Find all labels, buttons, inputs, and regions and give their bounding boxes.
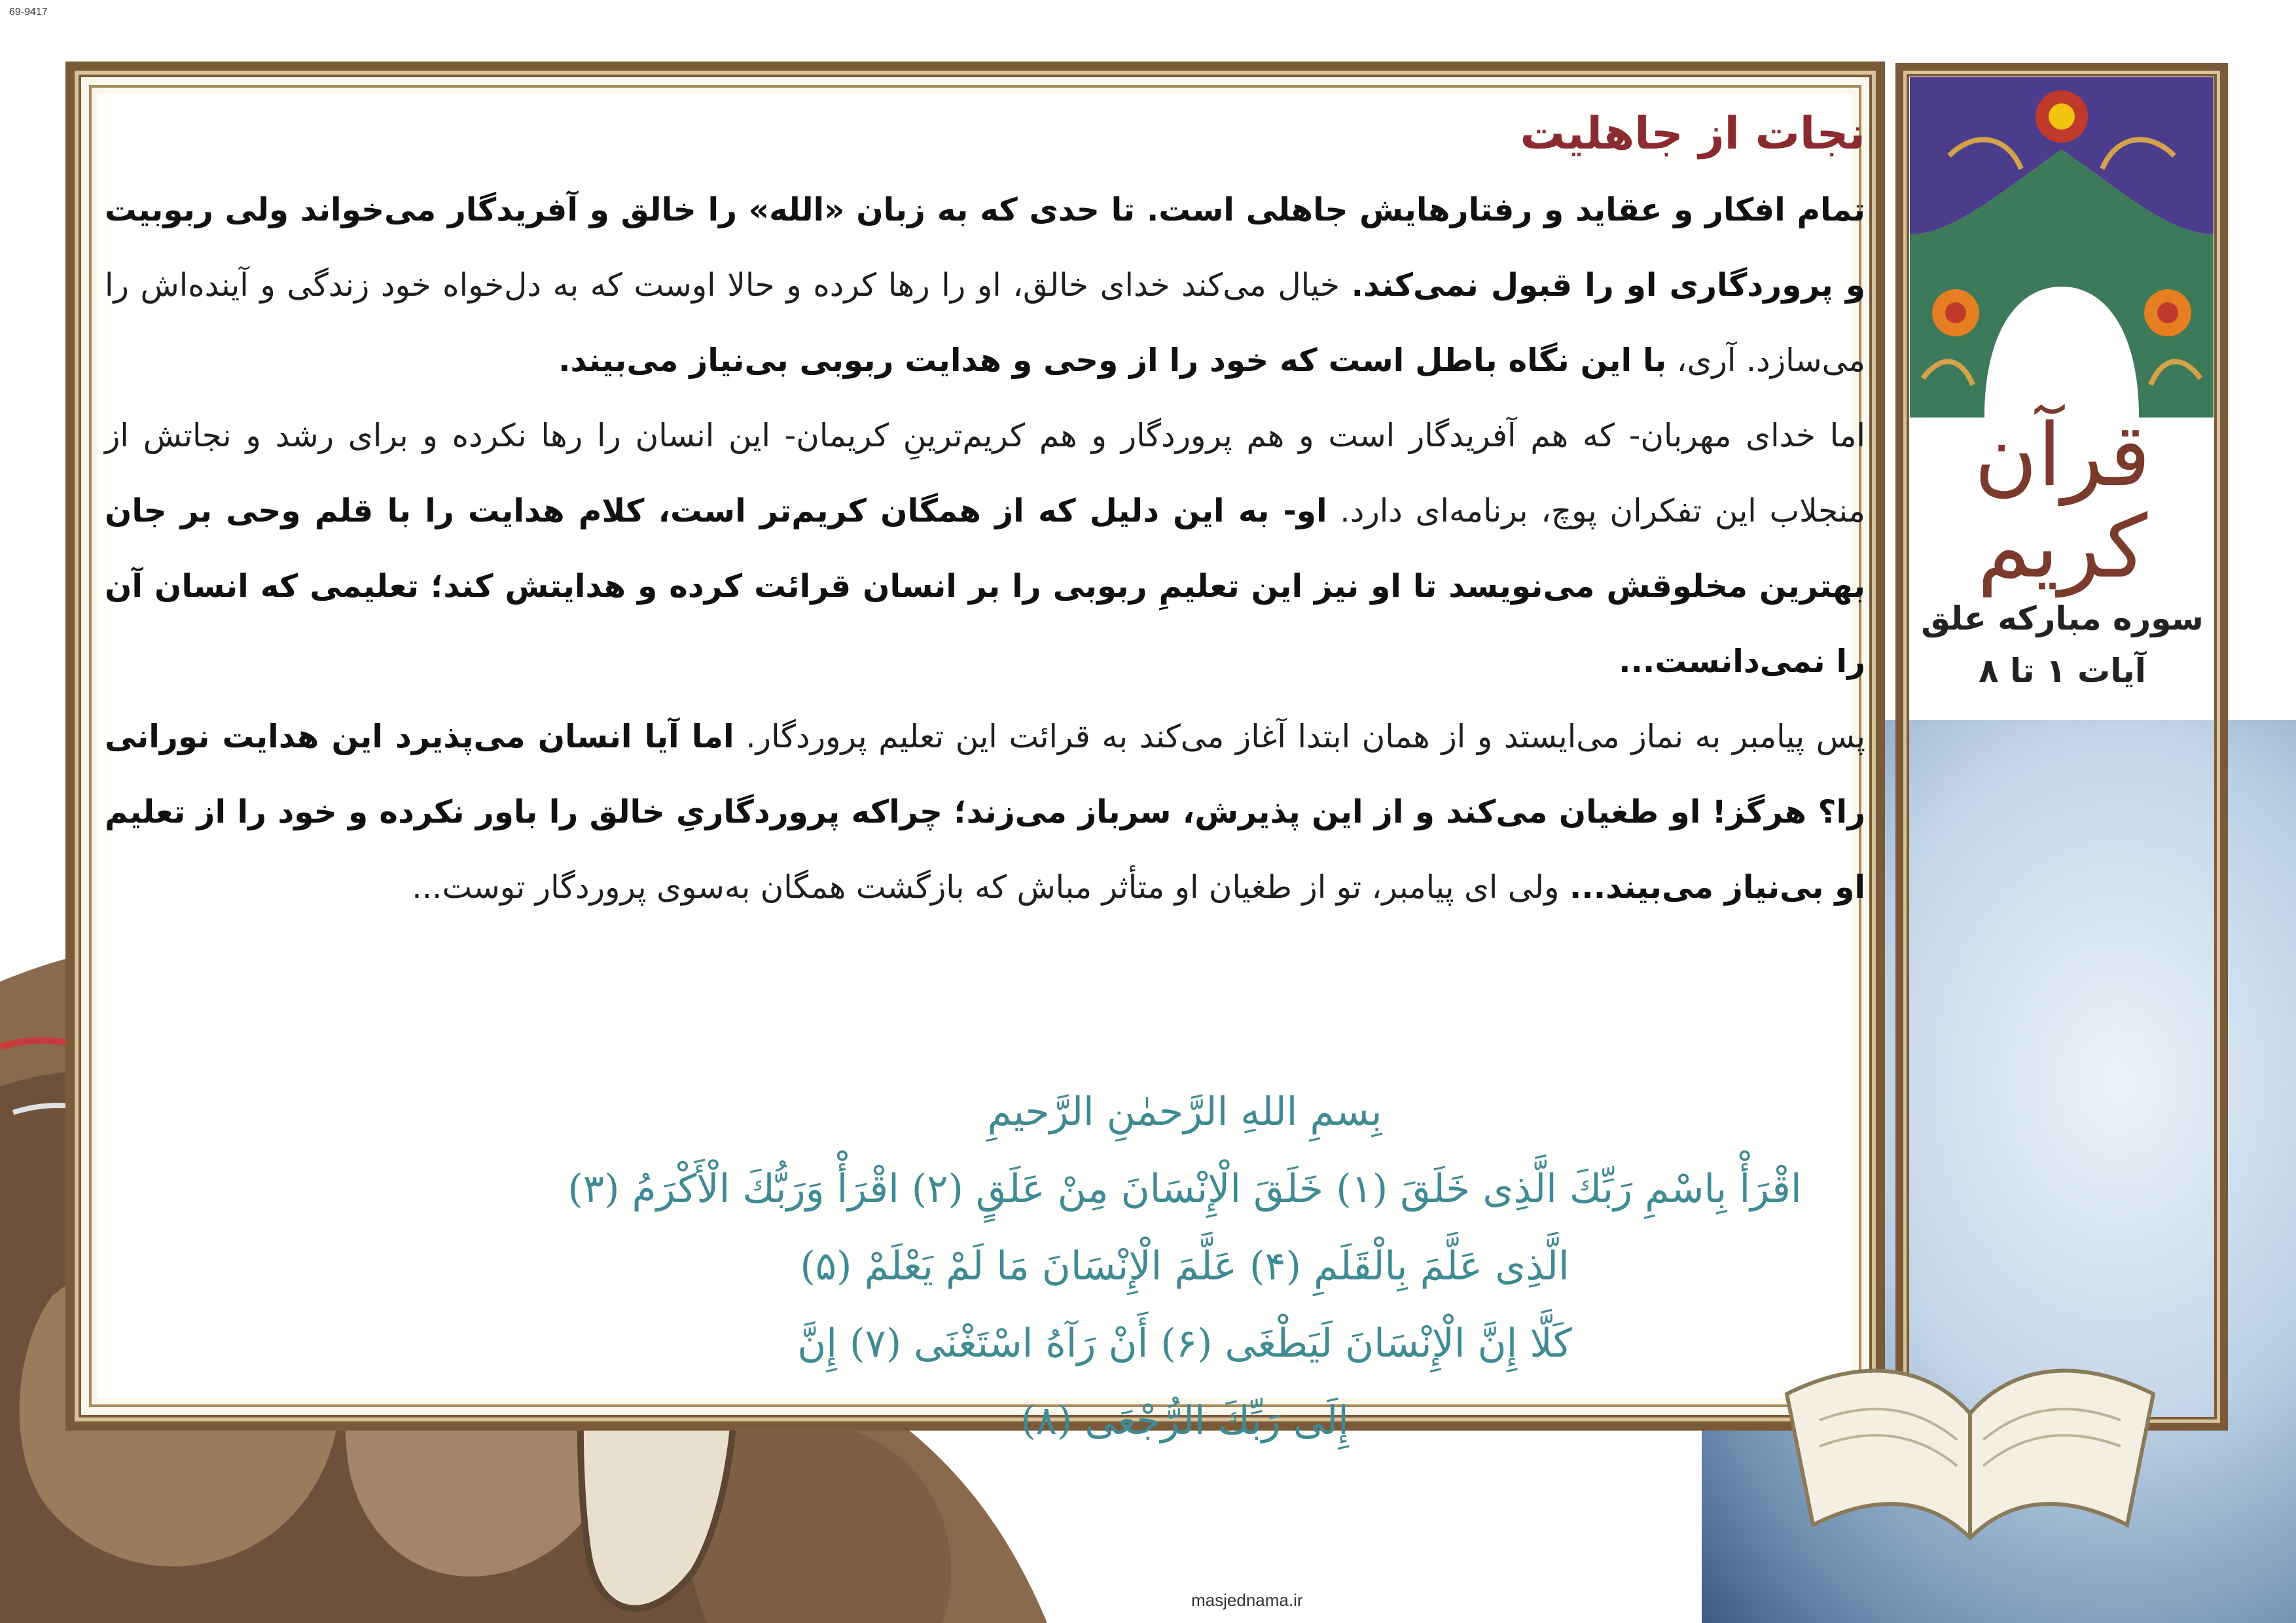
verse-line-3: كَلَّا إِنَّ الْإِنْسَانَ لَيَطْغَى (۶) أَنْ رَآهُ اسْتَغْنَى (۷) إِنَّ (797, 1321, 1572, 1366)
paragraph-1-text-b: خیال می‌کند خدای خالق، او را رها کرده و حالا اوست که به دل‌خواه خود زندگی و آینده‌اش را می‌سازد. آری، (105, 267, 1865, 379)
open-quran-book-icon (1761, 1224, 2179, 1564)
paragraph-3 (105, 700, 1865, 925)
quran-verses (497, 1073, 1872, 1459)
paragraph-2-text-a: اما خدای مهربان- که هم آفریدگار است و هم پروردگار و هم کریم‌ترینِ کریمان- این انسان را رها نکرده و برای رشد و نجاتش از منجلاب این تفکران پوچ، برنامه‌ای دارد. (105, 418, 1865, 529)
paragraph-1-bold-c: با این نگاه باطل است که خود را از وحی و هدایت ربوبی بی‌نیاز می‌بیند. (558, 342, 1667, 379)
paragraph-3-text-c: ولی ای پیامبر، تو از طغیان او متأثر مباش که بازگشت همگان به‌سوی پروردگار توست... (412, 869, 1570, 906)
paragraph-2-bold-b: او- به این دلیل که از همگان کریم‌تر است، کلام هدایت را با قلم وحی بر جان بهترین مخلوقش می‌نویسد تا او نیز این تعلیمِ ربوبی را بر انسان قرائت کرده و هدایتش کند؛ تعلیمی که انسان آن را نمی‌دانست... (105, 493, 1865, 680)
surah-name: سوره مبارکه علق (1921, 599, 2204, 637)
print-code: 69-9417 (9, 7, 48, 18)
article-title: نجات از جاهلیت (1520, 108, 1865, 160)
verse-line-4: إِلَى رَبِّكَ الرُّجْعَى (۸) (1020, 1398, 1349, 1444)
verse-bismillah: بِسمِ اللهِ الرَّحمٰنِ الرَّحیمِ (987, 1089, 1382, 1135)
verse-line-2: الَّذِی عَلَّمَ بِالْقَلَمِ (۴) عَلَّمَ الْإِنْسَانَ مَا لَمْ يَعْلَمْ (۵) (800, 1243, 1570, 1289)
paragraph-3-bold-b: اما آیا انسان می‌پذیرد این هدایت نورانی را؟ هرگز! او طغیان می‌کند و از این پذیرش، سرباز می‌زند؛ چراکه پروردگاریِ خالق را باور نکرده و خود را از تعلیم او بی‌نیاز می‌بیند... (105, 719, 1865, 906)
surah-verses-range: آیات ۱ تا ۸ (1979, 652, 2146, 690)
paragraph-2 (105, 399, 1865, 700)
verse-line-1: اقْرَأْ بِاسْمِ رَبِّكَ الَّذِی خَلَقَ (۱) خَلَقَ الْإِنْسَانَ مِنْ عَلَقٍ (۲) اقْرَأْ وَرَبُّكَ الْأَكْرَمُ (۳) (567, 1166, 1802, 1212)
paragraph-3-text-a: پس پیامبر به نماز می‌ایستد و از همان ابتدا آغاز می‌کند به قرائت این تعلیم پروردگار. (734, 719, 1866, 755)
arabesque-ornament-icon (1910, 77, 2214, 418)
quran-karim-title: قرآن کریم (1974, 405, 2151, 597)
website-url: masjednama.ir (1191, 1590, 1303, 1610)
paragraph-1-bold-a: تمام افکار و عقاید و رفتارهایش جاهلی است. تا حدی که به زبان «الله» را خالق و آفریدگار می‌خواند ولی ربوبیت و پروردگاری او را قبول نمی‌کند. (105, 192, 1866, 304)
paragraph-1 (105, 173, 1865, 399)
article (105, 98, 1865, 925)
